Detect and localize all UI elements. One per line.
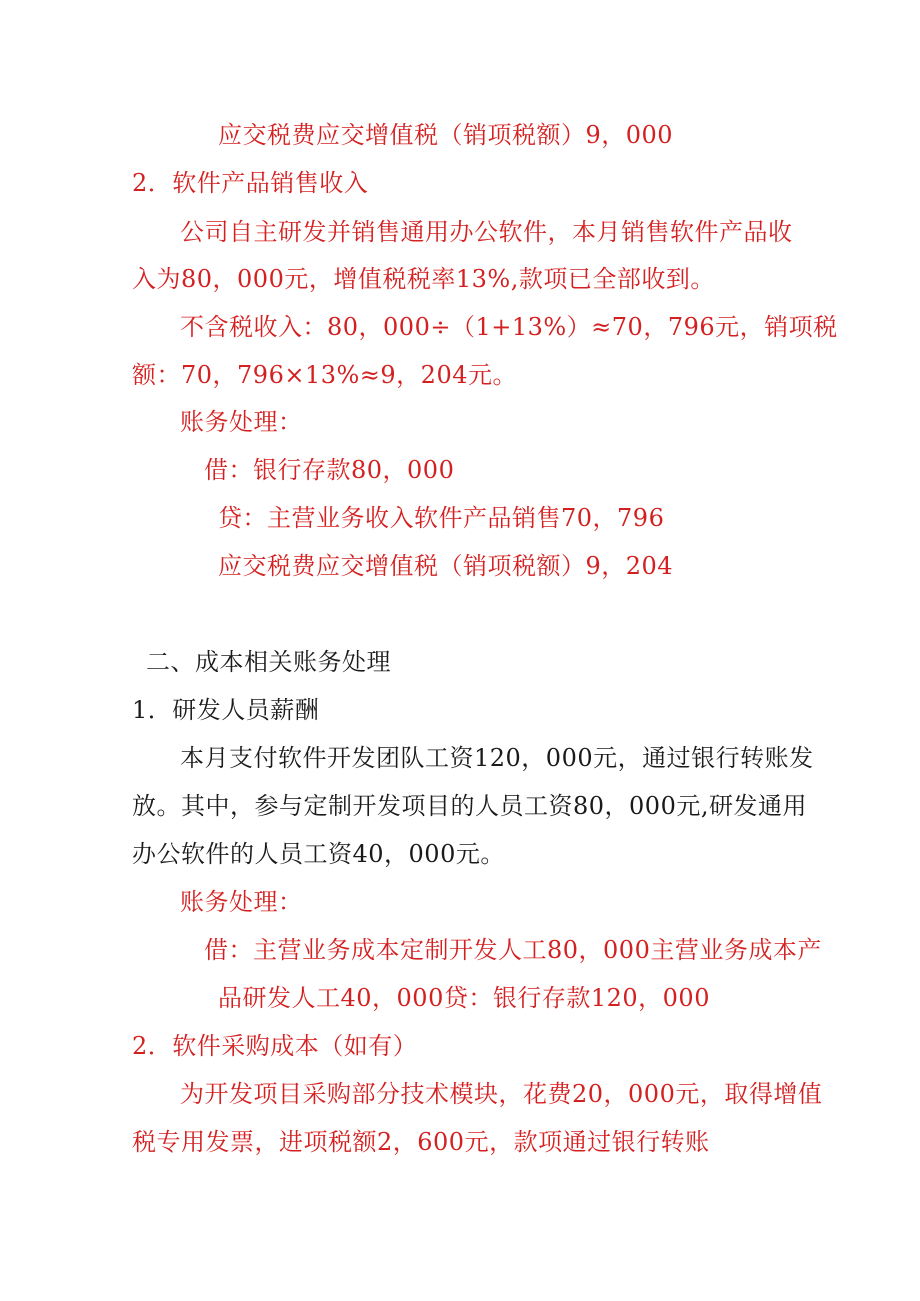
- calc-line1: 不含税收入：80，000÷（1+13%）≈70，796元，销项税: [180, 313, 838, 341]
- section-two-heading: 二、成本相关账务处理: [146, 648, 391, 676]
- section-two-accounting-label: 账务处理：: [180, 888, 303, 916]
- credit-line: 贷：主营业务收入软件产品销售70，796: [218, 504, 665, 532]
- accounting-label: 账务处理：: [180, 408, 303, 436]
- section-two-entry-line1: 借：主营业务成本定制开发人工80，000主营业务成本产: [204, 936, 822, 964]
- item1-heading: 1．研发人员薪酬: [132, 696, 320, 724]
- item2-cost-heading: 2．软件采购成本（如有）: [132, 1032, 418, 1060]
- item2-paragraph-line2: 入为80，000元，增值税税率13%,款项已全部收到。: [132, 265, 715, 293]
- item1-paragraph-line3: 办公软件的人员工资40，000元。: [132, 840, 505, 868]
- item1-paragraph-line2: 放。其中，参与定制开发项目的人员工资80，000元,研发通用: [132, 792, 807, 820]
- item2-cost-paragraph-line1: 为开发项目采购部分技术模块，花费20，000元，取得增值: [180, 1080, 823, 1108]
- calc-line2: 额：70，796×13%≈9，204元。: [132, 361, 517, 389]
- section-two-entry-line2: 品研发人工40，000贷：银行存款120，000: [218, 984, 710, 1012]
- entry-tax-line: 应交税费应交增值税（销项税额）9，000: [218, 121, 674, 149]
- debit-line: 借：银行存款80，000: [204, 456, 455, 484]
- item1-paragraph-line1: 本月支付软件开发团队工资120，000元，通过银行转账发: [180, 744, 814, 772]
- item2-cost-paragraph-line2: 税专用发票，进项税额2，600元，款项通过银行转账: [132, 1128, 710, 1156]
- item2-paragraph-line1: 公司自主研发并销售通用办公软件，本月销售软件产品收: [180, 218, 793, 246]
- item2-heading: 2．软件产品销售收入: [132, 169, 369, 197]
- credit-tax-line: 应交税费应交增值税（销项税额）9，204: [218, 552, 674, 580]
